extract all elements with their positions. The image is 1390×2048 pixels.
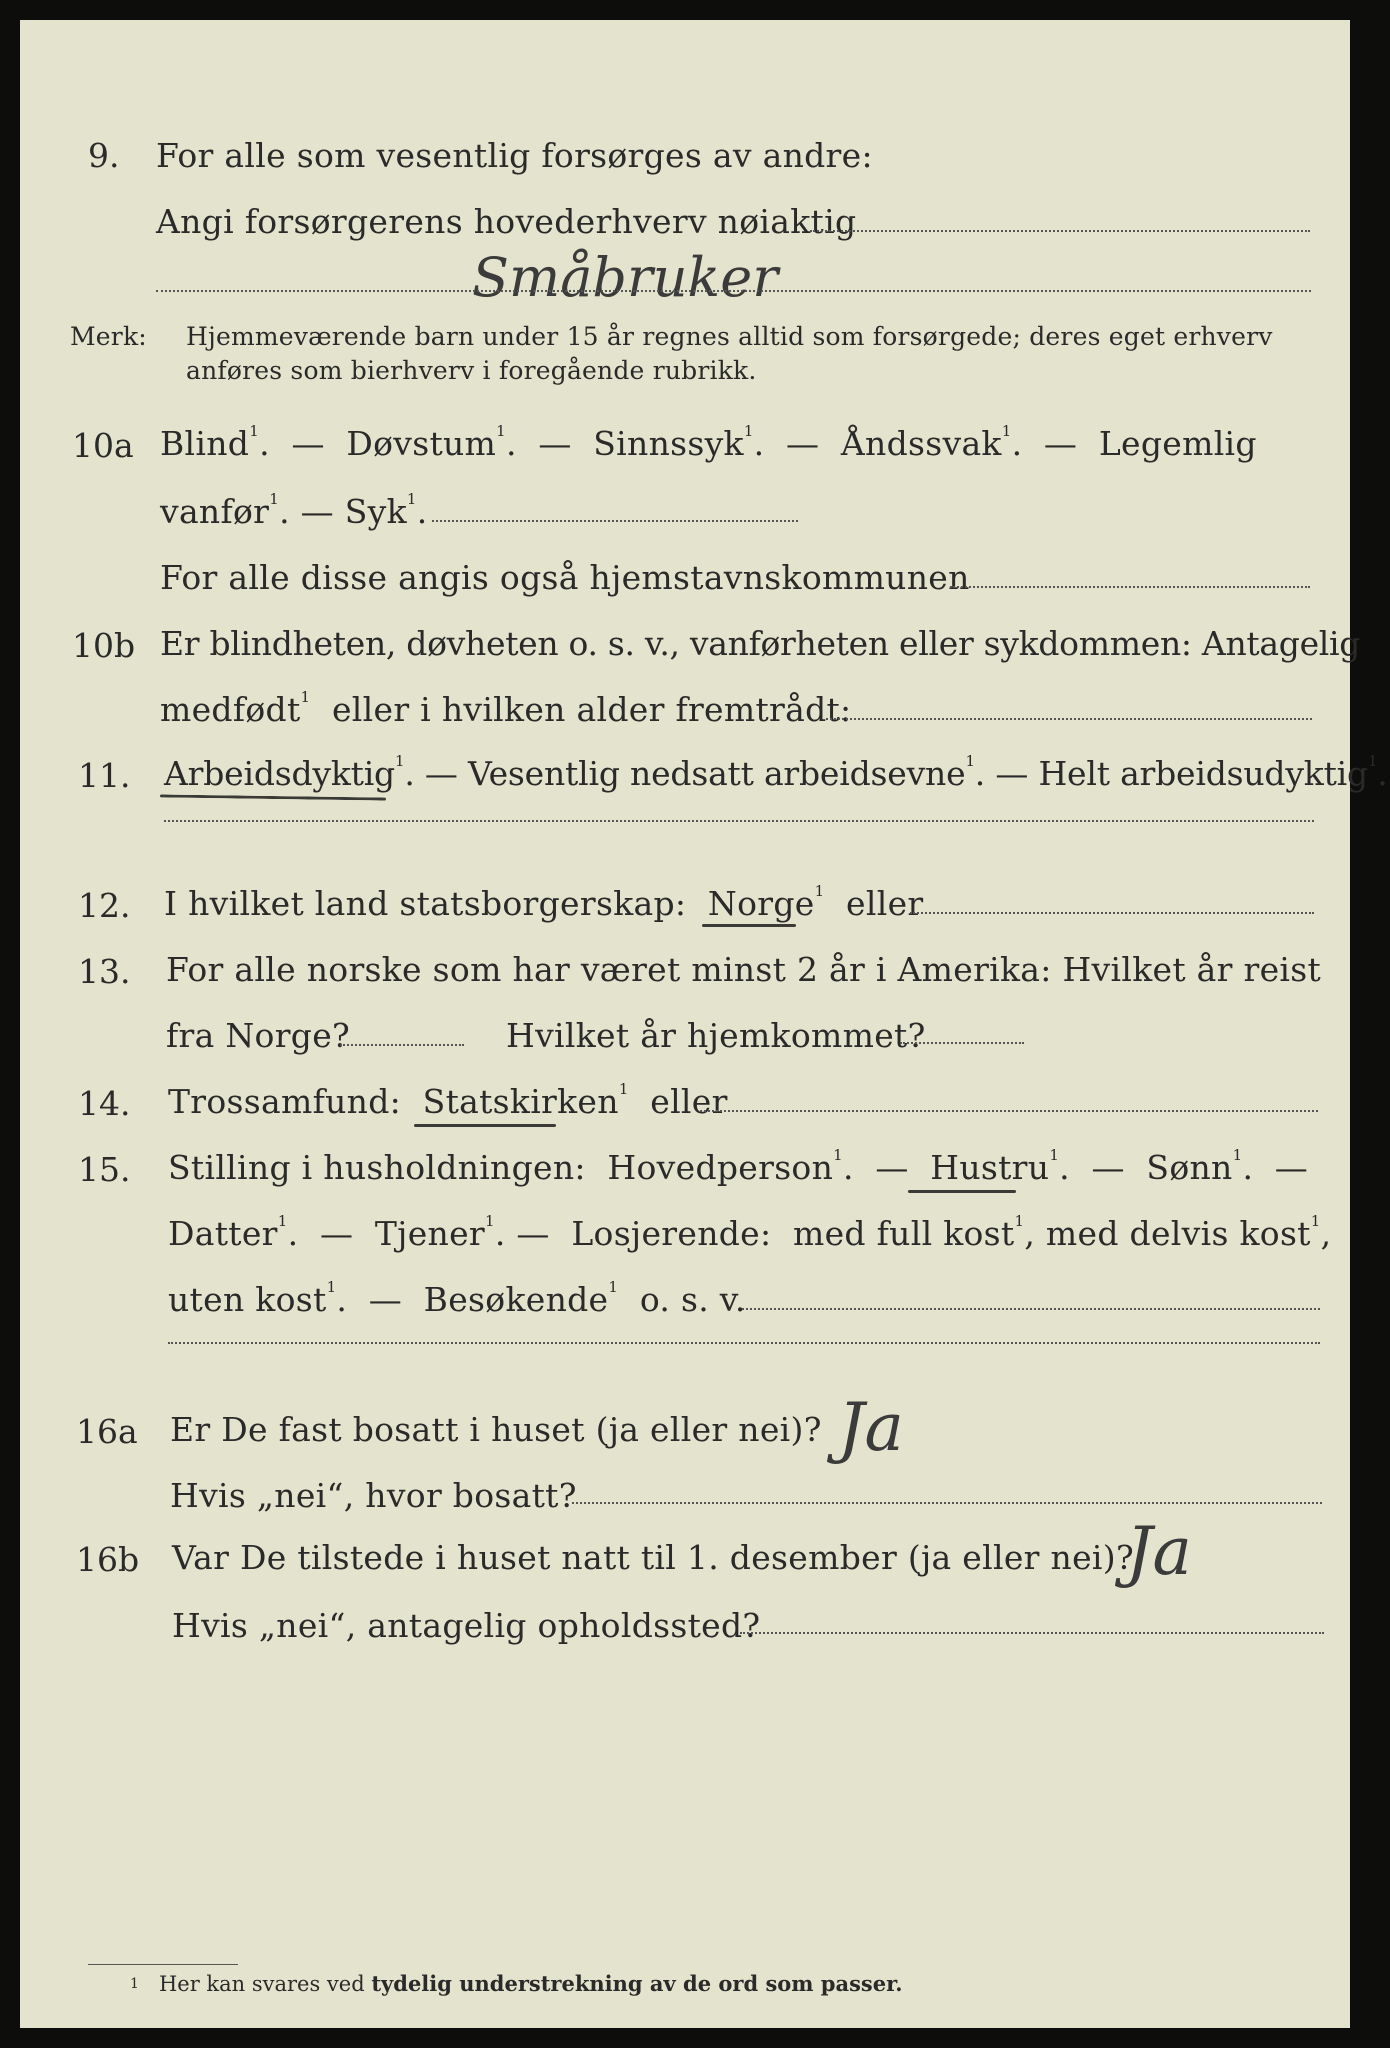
- q12-eller: eller: [846, 884, 924, 923]
- q12-fill-line: [910, 912, 1314, 914]
- q15-line1: Stilling i husholdningen: Hovedperson$^1$. — Hustru$^1$. — Sønn$^1$. —: [168, 1146, 1309, 1187]
- q16a-answer-handwritten: Ja: [838, 1389, 904, 1466]
- footnote-mark: 1: [130, 1976, 139, 1992]
- q16b-line1: Var De tilstede i huset natt til 1. desember (ja eller nei)?: [172, 1538, 1134, 1577]
- q15-fill-line-1: [742, 1308, 1320, 1310]
- merk-label: Merk:: [70, 322, 147, 351]
- q10b-number: 10b: [72, 626, 136, 665]
- opt-sinnssyk: Sinnssyk: [593, 424, 744, 463]
- q16b-answer-handwritten: Ja: [1126, 1513, 1192, 1590]
- opt-vanfor: vanfør: [160, 492, 270, 531]
- opt-losjerende: Losjerende:: [571, 1214, 772, 1253]
- q15-answer-underline: [908, 1190, 1016, 1193]
- q15-line2: Datter$^1$. — Tjener$^1$. — Losjerende: med full kost$^1$, med delvis kost$^1$,: [168, 1212, 1332, 1253]
- q12-line: I hvilket land statsborgerskap: Norge$^1$ eller: [164, 882, 924, 923]
- q12-text: I hvilket land statsborgerskap:: [164, 884, 687, 923]
- opt-hustru: Hustru: [930, 1148, 1050, 1187]
- opt-medfodt: medfødt: [160, 690, 301, 729]
- census-form-page: [20, 20, 1388, 2028]
- opt-dovstum: Døvstum: [346, 424, 497, 463]
- q13-fill-line-2: [900, 1042, 1024, 1044]
- q9-number: 9.: [88, 136, 120, 175]
- opt-arbeidsdyktig: Arbeidsdyktig: [164, 754, 395, 793]
- q13-fill-line-1: [340, 1044, 464, 1046]
- q14-number: 14.: [78, 1084, 131, 1123]
- opt-statskirken: Statskirken: [422, 1082, 619, 1121]
- q15-stilling: Stilling i husholdningen:: [168, 1148, 586, 1187]
- q10b-line2-rest: eller i hvilken alder fremtrådt:: [331, 690, 852, 729]
- opt-full-kost: med full kost: [793, 1214, 1015, 1253]
- q15-fill-line-2: [168, 1342, 1320, 1344]
- q10a-line1: Blind$^1$. — Døvstum$^1$. — Sinnssyk$^1$. — Åndssvak$^1$. — Legemlig: [160, 422, 1257, 463]
- q10a-line2: vanfør$^1$. — Syk$^1$.: [160, 490, 428, 531]
- q12-answer-underline: [702, 924, 796, 927]
- q10b-line2: medfødt$^1$ eller i hvilken alder fremtrådt:: [160, 688, 852, 729]
- opt-besokende: Besøkende: [423, 1280, 609, 1319]
- q9-line1: For alle som vesentlig forsørges av andre:: [156, 136, 873, 175]
- opt-datter: Datter: [168, 1214, 278, 1253]
- q13-line1: For alle norske som har været minst 2 år i Amerika: Hvilket år reist: [166, 950, 1322, 989]
- opt-hovedperson: Hovedperson: [607, 1148, 834, 1187]
- q14-line: Trossamfund: Statskirken$^1$ eller: [168, 1080, 728, 1121]
- q13-number: 13.: [78, 952, 131, 991]
- q9-fill-line-2: [156, 290, 1311, 292]
- q14-answer-underline: [414, 1124, 556, 1127]
- q14-fill-line: [700, 1110, 1318, 1112]
- q10b-line1: Er blindheten, døvheten o. s. v., vanførheten eller sykdommen: Antagelig: [160, 624, 1361, 663]
- footnote-text-normal: Her kan svares ved: [158, 1972, 365, 1996]
- merk-line2: anføres som bierhverv i foregående rubrikk.: [186, 356, 757, 385]
- q16a-number: 16a: [76, 1412, 138, 1451]
- q16a-line2: Hvis „nei“, hvor bosatt?: [170, 1476, 577, 1515]
- q14-eller: eller: [650, 1082, 728, 1121]
- q16b-number: 16b: [76, 1540, 140, 1579]
- footnote-rule: [88, 1964, 238, 1965]
- q10a-number: 10a: [72, 426, 134, 465]
- q10b-fill-line: [826, 718, 1312, 720]
- q13-hjemkommet: Hvilket år hjemkommet?: [506, 1016, 926, 1055]
- q12-number: 12.: [78, 886, 131, 925]
- q15-osv: o. s. v.: [639, 1280, 746, 1319]
- q11-number: 11.: [78, 756, 131, 795]
- footnote: [130, 1970, 903, 1998]
- q16b-fill-line: [740, 1632, 1324, 1634]
- q13-fra-norge: fra Norge?: [166, 1016, 351, 1055]
- q16a-fill-line: [572, 1502, 1322, 1504]
- q14-text: Trossamfund:: [168, 1082, 402, 1121]
- opt-blind: Blind: [160, 424, 250, 463]
- opt-udyktig: Helt arbeidsudyktig: [1038, 754, 1368, 793]
- q10a-fill-line-2: [950, 586, 1310, 588]
- q11-fill-line: [164, 820, 1314, 822]
- q15-number: 15.: [78, 1150, 131, 1189]
- opt-tjener: Tjener: [374, 1214, 485, 1253]
- q11-answer-underline: [160, 794, 386, 800]
- opt-norge: Norge: [707, 884, 815, 923]
- footnote-text-bold: tydelig understrekning av de ord som passer.: [371, 1971, 903, 1996]
- opt-sonn: Sønn: [1146, 1148, 1233, 1187]
- opt-andssvak: Åndssvak: [840, 424, 1002, 463]
- opt-uten-kost: uten kost: [168, 1280, 327, 1319]
- q16a-line1: Er De fast bosatt i huset (ja eller nei)?: [170, 1410, 822, 1449]
- q10a-fill-line-1: [432, 520, 798, 522]
- merk-line1: Hjemmeværende barn under 15 år regnes alltid som forsørgede; deres eget erhverv: [186, 322, 1273, 351]
- opt-syk: Syk: [344, 492, 407, 531]
- opt-delvis-kost: med delvis kost: [1045, 1214, 1311, 1253]
- q11-line: Arbeidsdyktig$^1$. — Vesentlig nedsatt arbeidsevne$^1$. — Helt arbeidsudyktig$^1$.: [164, 752, 1388, 793]
- q10a-line3: For alle disse angis også hjemstavnskommunen: [160, 558, 970, 597]
- q9-answer-handwritten: Småbruker: [472, 246, 779, 309]
- opt-legemlig: Legemlig: [1098, 424, 1257, 463]
- q15-line3: uten kost$^1$. — Besøkende$^1$ o. s. v.: [168, 1278, 746, 1319]
- q16b-line2: Hvis „nei“, antagelig opholdssted?: [172, 1606, 761, 1645]
- q9-line2: Angi forsørgerens hovederhverv nøiaktig: [156, 202, 857, 241]
- q9-fill-line-1: [810, 230, 1310, 232]
- opt-nedsatt: Vesentlig nedsatt arbeidsevne: [468, 754, 966, 793]
